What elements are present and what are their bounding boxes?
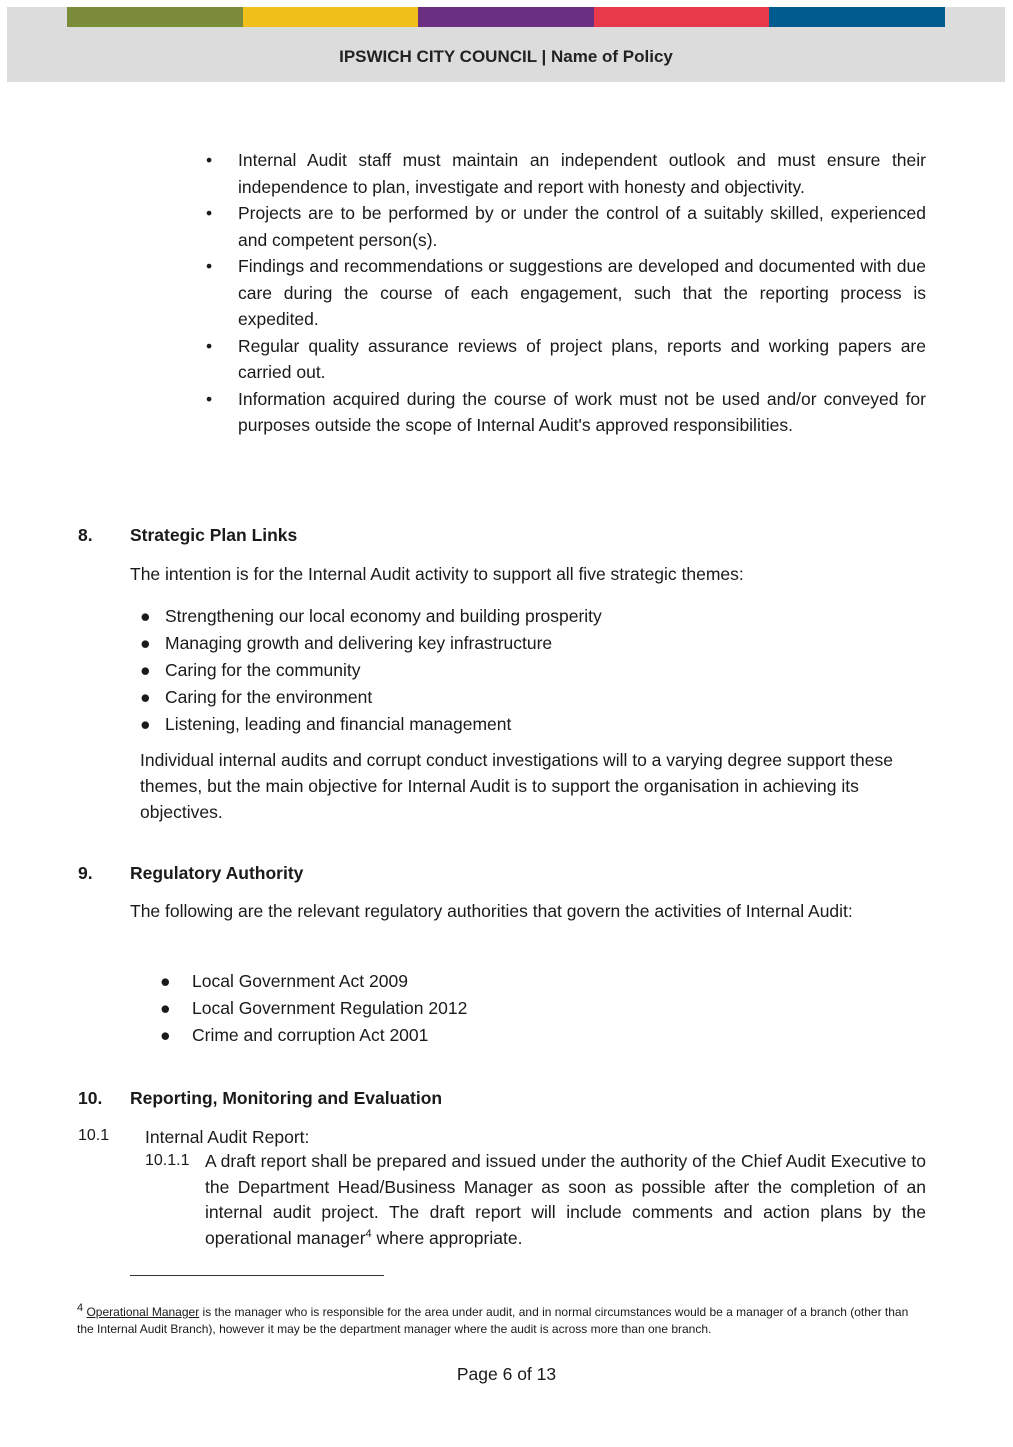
section-8-intro: The intention is for the Internal Audit activity to support all five strategic themes: — [130, 564, 744, 584]
bullet-icon: ● — [140, 606, 151, 626]
list-item: • Regular quality assurance reviews of project plans, reports and working papers are carried out. — [206, 333, 926, 386]
list-item: ● Local Government Act 2009 — [160, 968, 860, 995]
section-title: Regulatory Authority — [130, 863, 304, 883]
list-item: ● Crime and corruption Act 2001 — [160, 1022, 860, 1049]
section-10-heading — [78, 1088, 938, 1114]
intro-bullet-list — [206, 147, 926, 439]
section-9-heading — [78, 863, 938, 889]
list-item: ● Local Government Regulation 2012 — [160, 995, 860, 1022]
header-title: IPSWICH CITY COUNCIL | Name of Policy — [339, 47, 673, 66]
section-number: 8. — [78, 525, 93, 545]
bullet-icon: • — [206, 388, 213, 409]
strategic-themes-list — [140, 603, 920, 738]
color-segment-red — [594, 7, 770, 27]
list-item: ● Caring for the environment — [140, 684, 920, 711]
subsection-number: 10.1 — [78, 1127, 110, 1144]
bullet-icon: ● — [160, 998, 171, 1018]
list-item: • Information acquired during the course of work must not be used and/or conveyed for purposes outside the scope of Internal Audit's approved responsibilities. — [206, 386, 926, 439]
section-8-closing: Individual internal audits and corrupt conduct investigations will to a varying degree support these themes, but the main objective for Internal Audit is to support the organisation in achieving its objectives. — [140, 750, 893, 822]
sub-subsection-number: 10.1.1 — [145, 1152, 190, 1169]
list-item: • Internal Audit staff must maintain an independent outlook and must ensure their independence to plan, investigate and report with honesty and objectivity. — [206, 147, 926, 200]
bullet-icon: ● — [140, 687, 151, 707]
list-item: ● Managing growth and delivering key infrastructure — [140, 630, 920, 657]
section-title: Reporting, Monitoring and Evaluation — [130, 1088, 443, 1108]
page-number: Page 6 of 13 — [456, 1364, 557, 1384]
bullet-icon: • — [206, 335, 213, 356]
list-item: ● Caring for the community — [140, 657, 920, 684]
section-number: 10. — [78, 1088, 103, 1108]
list-item: ● Strengthening our local economy and building prosperity — [140, 603, 920, 630]
bullet-icon: ● — [140, 714, 151, 734]
color-segment-blue — [769, 7, 945, 27]
color-segment-purple — [418, 7, 594, 27]
footnote: $^4$ Operational Manager is the manager who is responsible for the area under audit, and in normal circumstances would be a manager of a branch (other than the Internal Audit Branch), however it may be the department manager where the audit is across more than one branch. — [77, 1302, 909, 1336]
color-segment-green — [67, 7, 243, 27]
section-8-heading — [78, 525, 938, 551]
bullet-icon: • — [206, 256, 213, 276]
list-item: ● Listening, leading and financial management — [140, 711, 920, 738]
footnote-reference[interactable]: 4 — [365, 1227, 372, 1240]
section-title: Strategic Plan Links — [130, 525, 298, 545]
bullet-icon: ● — [140, 633, 151, 653]
bullet-icon: ● — [160, 971, 171, 991]
color-segment-yellow — [243, 7, 419, 27]
subsection-title: Internal Audit Report: — [145, 1127, 310, 1147]
footnote-term: Operational Manager — [86, 1305, 200, 1319]
regulatory-acts-list — [160, 968, 860, 1049]
brand-color-bar — [67, 7, 945, 27]
bullet-icon: ● — [140, 660, 151, 680]
list-item: • Projects are to be performed by or under the control of a suitably skilled, experienced and competent person(s). — [206, 200, 926, 253]
bullet-icon: ● — [160, 1025, 171, 1045]
bullet-icon: • — [206, 203, 213, 223]
footnote-separator — [130, 1275, 384, 1276]
section-number: 9. — [78, 863, 93, 883]
section-9-intro: The following are the relevant regulatory authorities that govern the activities of Internal Audit: — [130, 901, 853, 921]
sub-subsection-text: A draft report shall be prepared and issued under the authority of the Chief Audit Executive to the Department Head/Business Manager as soon as possible after the completion of an internal audit project. The draft report will include comments and action plans by the operational manager$^4$ where appropriate. — [205, 1151, 926, 1248]
list-item: • Findings and recommendations or suggestions are developed and documented with due care during the course of each engagement, such that the reporting process is expedited. — [206, 253, 926, 333]
bullet-icon: • — [206, 150, 213, 170]
footnote-marker: 4 — [77, 1302, 84, 1314]
page-header — [7, 7, 1005, 82]
